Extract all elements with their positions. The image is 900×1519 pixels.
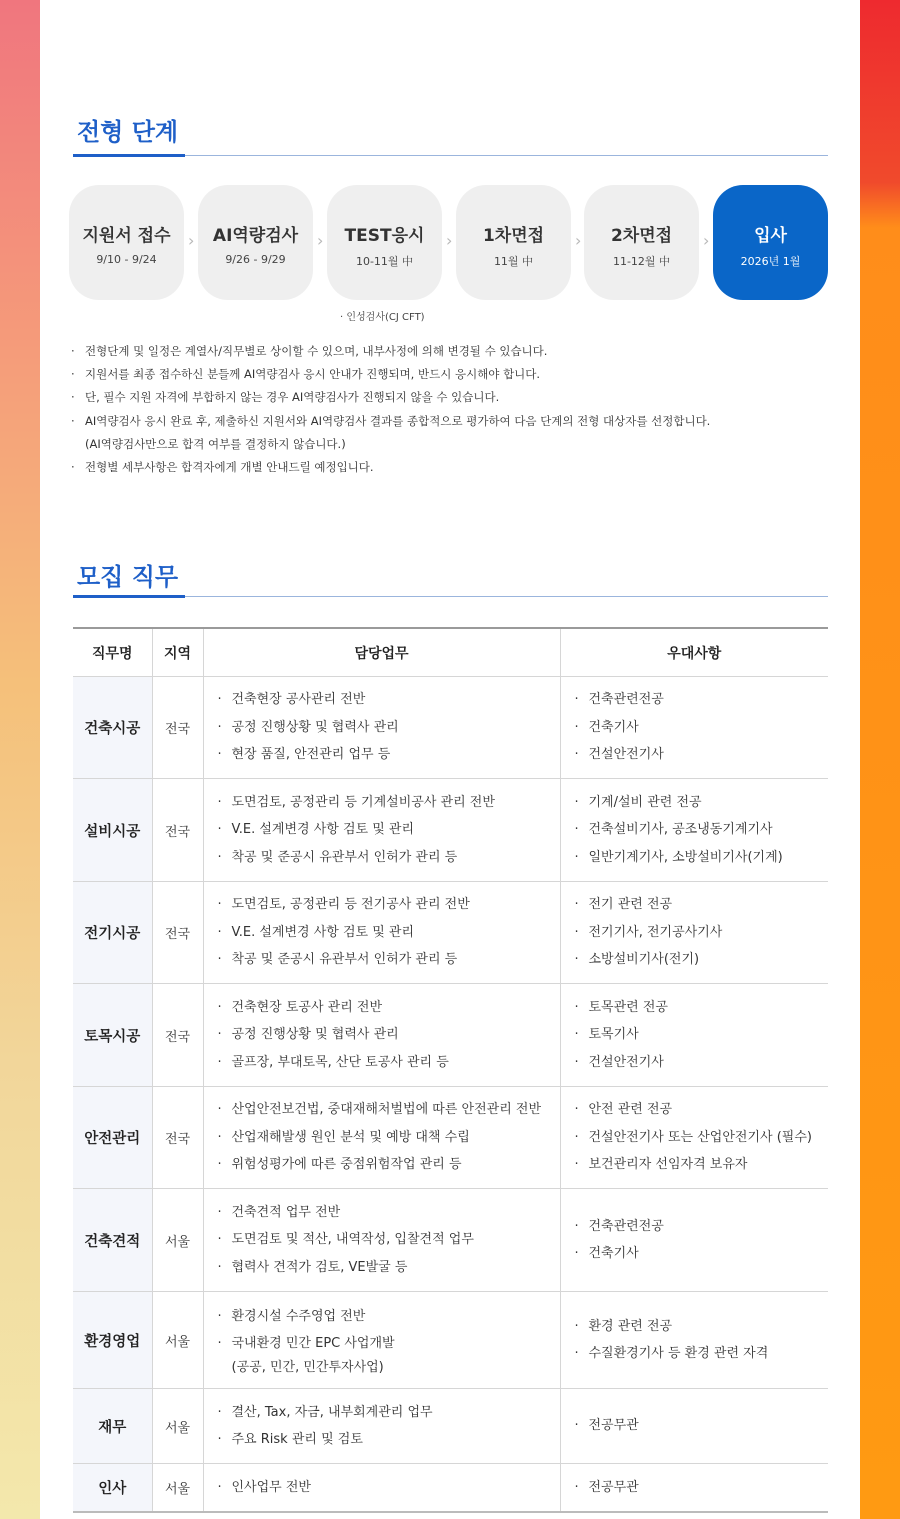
job-duties: [203, 984, 560, 1087]
job-duties: [203, 779, 560, 882]
step-date: 11-12월 中: [612, 255, 671, 268]
duty-item: · 건축현장 공사관리 전반: [218, 686, 560, 714]
job-duties: [203, 677, 560, 779]
job-name: 안전관리: [73, 1087, 152, 1189]
chevron-right-icon: ›: [446, 231, 453, 250]
duty-item: · 결산, Tax, 자금, 내부회계관리 업무: [218, 1399, 560, 1427]
preference-item: · 토목기사: [575, 1021, 829, 1049]
duty-item: · 국내환경 민간 EPC 사업개발: [218, 1330, 560, 1358]
preference-item: · 건축관련전공: [575, 686, 829, 714]
job-preferences: [560, 1189, 828, 1292]
step-name: 지원서 접수: [82, 226, 171, 246]
preference-item: · 수질환경기사 등 환경 관련 자격: [575, 1340, 829, 1368]
chevron-right-icon: ›: [703, 231, 710, 250]
job-region: 서울: [152, 1464, 203, 1512]
preference-item: · 건축기사: [575, 1240, 829, 1268]
job-duties: [203, 882, 560, 984]
duty-item: · 협력사 견적가 검토, VE발굴 등: [218, 1254, 560, 1282]
step-joining: [713, 185, 828, 300]
notice-list: [70, 340, 810, 479]
table-row: [73, 1292, 828, 1389]
preference-item: · 전공무관: [575, 1474, 829, 1502]
duty-item: · 인사업무 전반: [218, 1474, 560, 1502]
step-name: TEST응시: [344, 226, 425, 246]
duty-item: · 도면검토, 공정관리 등 기계설비공사 관리 전반: [218, 789, 560, 817]
preference-item: · 건축기사: [575, 714, 829, 742]
duty-item-continuation: (공공, 민간, 민간투자사업): [231, 1359, 384, 1375]
preference-item: · 일반기계기사, 소방설비기사(기계): [575, 844, 829, 872]
duty-item: · 현장 품질, 안전관리 업무 등: [218, 741, 560, 769]
table-row: [73, 779, 828, 882]
step-name: AI역량검사: [212, 226, 299, 246]
step-ai-test: [198, 185, 313, 300]
step-date: 9/26 - 9/29: [225, 253, 286, 266]
preference-item: · 전기기사, 전기공사기사: [575, 919, 829, 947]
table-row: [73, 1389, 828, 1464]
table-row: [73, 984, 828, 1087]
job-region: 전국: [152, 677, 203, 779]
job-name: 토목시공: [73, 984, 152, 1087]
preference-item: · 환경 관련 전공: [575, 1313, 829, 1341]
duty-item: · 착공 및 준공시 유관부서 인허가 관리 등: [218, 844, 560, 872]
step-note-personality-test: · 인성검사(CJ CFT): [340, 312, 425, 323]
table-row: [73, 1464, 828, 1512]
table-row: [73, 1087, 828, 1189]
left-decorative-border: [0, 0, 40, 1519]
step-date: 9/10 - 9/24: [96, 253, 157, 266]
duty-item: · 주요 Risk 관리 및 검토: [218, 1426, 560, 1454]
job-duties: [203, 1292, 560, 1389]
step-application: [69, 185, 184, 300]
duty-item: · 공정 진행상황 및 협력사 관리: [218, 714, 560, 742]
job-preferences: [560, 1389, 828, 1464]
duty-item: · 위험성평가에 따른 중점위험작업 관리 등: [218, 1151, 560, 1179]
job-duties: [203, 1464, 560, 1512]
job-region: 전국: [152, 1087, 203, 1189]
job-region: 전국: [152, 984, 203, 1087]
step-name: 입사: [754, 226, 787, 246]
table-row: [73, 677, 828, 779]
job-preferences: [560, 1464, 828, 1512]
job-name: 건축시공: [73, 677, 152, 779]
notice-item: · 지원서를 최종 접수하신 분들께 AI역량검사 응시 안내가 진행되며, 반드시 응시해야 합니다.: [70, 363, 810, 386]
job-name: 설비시공: [73, 779, 152, 882]
preference-item: · 보건관리자 선임자격 보유자: [575, 1151, 829, 1179]
table-row: [73, 882, 828, 984]
job-name: 환경영업: [73, 1292, 152, 1389]
column-header-region: 지역: [152, 628, 203, 677]
duty-item: · 환경시설 수주영업 전반: [218, 1303, 560, 1331]
notice-item: · AI역량검사 응시 완료 후, 제출하신 지원서와 AI역량검사 결과를 종합적으로 평가하여 다음 단계의 전형 대상자를 선정합니다.: [70, 410, 810, 433]
preference-item: · 전기 관련 전공: [575, 891, 829, 919]
section-divider: [73, 155, 828, 156]
step-date: 10-11월 中: [355, 255, 414, 268]
job-preferences: [560, 1292, 828, 1389]
notice-item: · 전형별 세부사항은 합격자에게 개별 안내드릴 예정입니다.: [70, 456, 810, 479]
job-preferences: [560, 677, 828, 779]
job-name: 인사: [73, 1464, 152, 1512]
table-row: [73, 1189, 828, 1292]
duty-item: · 착공 및 준공시 유관부서 인허가 관리 등: [218, 946, 560, 974]
job-duties: [203, 1189, 560, 1292]
preference-item: · 건설안전기사: [575, 1049, 829, 1077]
chevron-right-icon: ›: [575, 231, 582, 250]
duty-item: · V.E. 설계변경 사항 검토 및 관리: [218, 919, 560, 947]
chevron-right-icon: ›: [317, 231, 324, 250]
notice-item: · 단, 필수 지원 자격에 부합하지 않는 경우 AI역량검사가 진행되지 않을 수 있습니다.: [70, 386, 810, 409]
chevron-right-icon: ›: [188, 231, 195, 250]
duty-item: · 건축현장 토공사 관리 전반: [218, 994, 560, 1022]
duty-item: · 산업재해발생 원인 분석 및 예방 대책 수립: [218, 1124, 560, 1152]
duty-item: · V.E. 설계변경 사항 검토 및 관리: [218, 816, 560, 844]
selection-steps: [69, 185, 829, 301]
preference-item: · 전공무관: [575, 1412, 829, 1440]
preference-item: · 건축관련전공: [575, 1213, 829, 1241]
preference-item: · 건설안전기사: [575, 741, 829, 769]
duty-item: · 건축견적 업무 전반: [218, 1199, 560, 1227]
column-header-preferences: 우대사항: [560, 628, 828, 677]
duty-item: · 공정 진행상황 및 협력사 관리: [218, 1021, 560, 1049]
preference-item: · 건설안전기사 또는 산업안전기사 (필수): [575, 1124, 829, 1152]
duty-item: · 도면검토 및 적산, 내역작성, 입찰견적 업무: [218, 1226, 560, 1254]
job-preferences: [560, 1087, 828, 1189]
step-name: 1차면접: [482, 226, 545, 246]
job-region: 전국: [152, 882, 203, 984]
section-underline-accent: [73, 154, 185, 157]
job-table: [73, 627, 828, 1513]
preference-item: · 소방설비기사(전기): [575, 946, 829, 974]
duty-item: · 도면검토, 공정관리 등 전기공사 관리 전반: [218, 891, 560, 919]
section-underline-accent: [73, 595, 185, 598]
step-name: 2차면접: [610, 226, 673, 246]
job-region: 전국: [152, 779, 203, 882]
section-title-job-openings: 모집 직무: [77, 563, 179, 591]
content-panel: [40, 0, 860, 1519]
notice-item-continuation: (AI역량검사만으로 합격 여부를 결정하지 않습니다.): [85, 436, 346, 451]
column-header-job: 직무명: [73, 628, 152, 677]
job-duties: [203, 1389, 560, 1464]
job-name: 건축견적: [73, 1189, 152, 1292]
step-test: [327, 185, 442, 300]
table-header-row: [73, 628, 828, 677]
preference-item: · 토목관련 전공: [575, 994, 829, 1022]
job-preferences: [560, 882, 828, 984]
job-name: 재무: [73, 1389, 152, 1464]
right-decorative-border: [860, 0, 900, 1519]
preference-item: · 안전 관련 전공: [575, 1096, 829, 1124]
step-first-interview: [456, 185, 571, 300]
job-region: 서울: [152, 1389, 203, 1464]
section-title-selection-stages: 전형 단계: [77, 118, 179, 146]
step-date: 11월 中: [493, 255, 534, 268]
job-name: 전기시공: [73, 882, 152, 984]
job-duties: [203, 1087, 560, 1189]
preference-item: · 건축설비기사, 공조냉동기계기사: [575, 816, 829, 844]
step-second-interview: [584, 185, 699, 300]
job-region: 서울: [152, 1292, 203, 1389]
preference-item: · 기계/설비 관련 전공: [575, 789, 829, 817]
job-preferences: [560, 779, 828, 882]
duty-item: · 산업안전보건법, 중대재해처벌법에 따른 안전관리 전반: [218, 1096, 560, 1124]
duty-item: · 골프장, 부대토목, 산단 토공사 관리 등: [218, 1049, 560, 1077]
step-date: 2026년 1월: [740, 255, 801, 268]
notice-item: · 전형단계 및 일정은 계열사/직무별로 상이할 수 있으며, 내부사정에 의해 변경될 수 있습니다.: [70, 340, 810, 363]
column-header-duties: 담당업무: [203, 628, 560, 677]
section-divider: [73, 596, 828, 597]
job-region: 서울: [152, 1189, 203, 1292]
job-preferences: [560, 984, 828, 1087]
